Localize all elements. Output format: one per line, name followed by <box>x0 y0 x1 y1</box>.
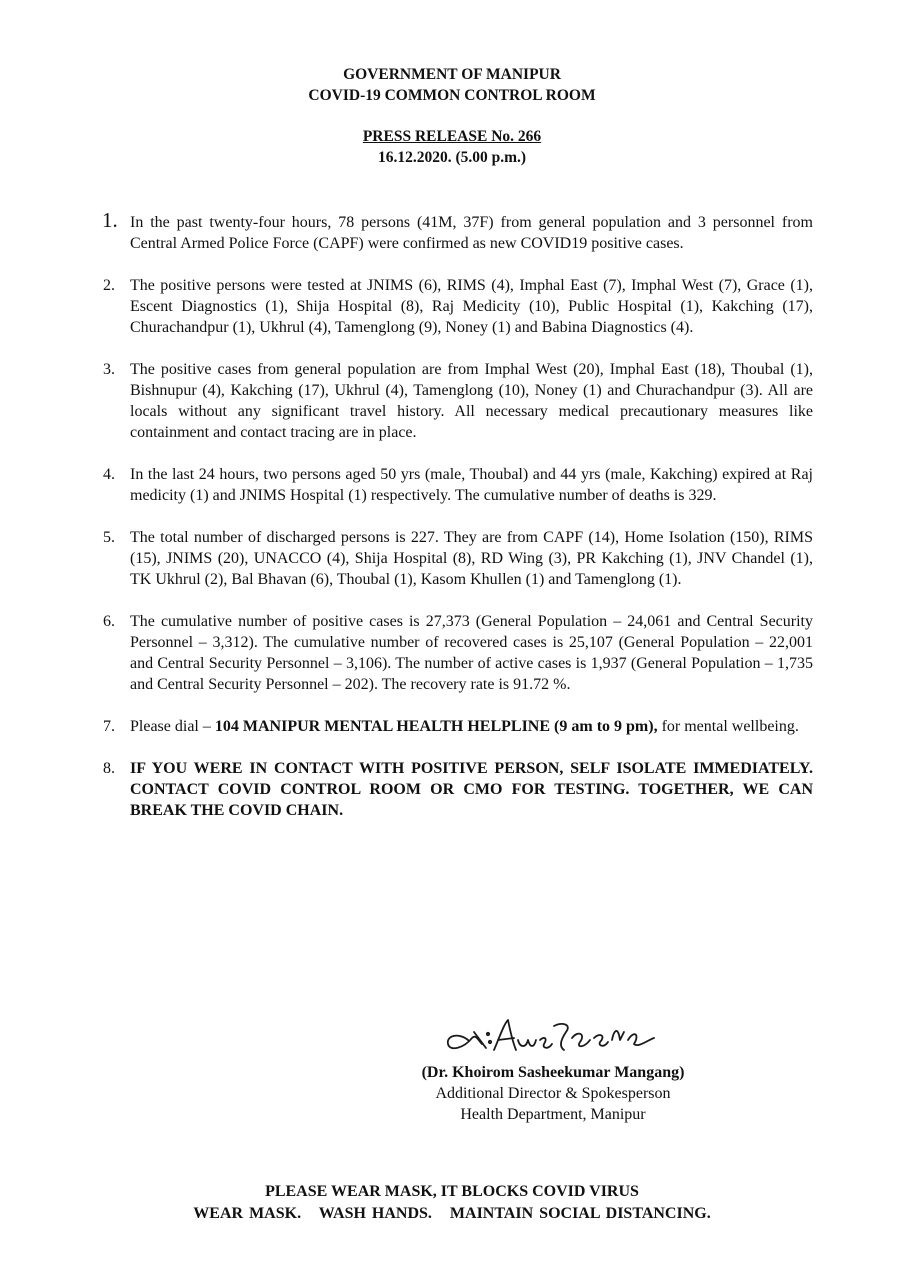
handwritten-signature <box>428 1010 688 1060</box>
item-text: IF YOU WERE IN CONTACT WITH POSITIVE PERSON, SELF ISOLATE IMMEDIATELY. CONTACT COVID CONTROL ROOM OR CMO FOR TESTING. TOGETHER, WE CAN BREAK THE COVID CHAIN. <box>130 760 813 819</box>
press-release-date: 16.12.2020. (5.00 p.m.) <box>377 149 527 166</box>
helpline-number: 104 MANIPUR MENTAL HEALTH HELPLINE (9 am to 9 pm), <box>214 718 658 735</box>
signatory-name: (Dr. Khoirom Sasheekumar Mangang) <box>421 1064 685 1081</box>
signature-icon <box>428 1010 688 1060</box>
helpline-purpose: for mental wellbeing. <box>657 718 799 735</box>
item-text: The total number of discharged persons is 227. They are from CAPF (14), Home Isolation (150), RIMS (15), JNIMS (20), UNACCO (4), Shija Hospital (8), RD Wing (3), PR Kakching (1), JNV Chandel (1), TK Ukhrul (2), Bal Bhavan (6), Thoubal (1), Kasom Khullen (1) and Tamenglong (1). <box>130 529 813 588</box>
item-text: The positive cases from general population are from Imphal West (20), Imphal East (18), Thoubal (1), Bishnupur (4), Kakching (17), Ukhrul (4), Tamenglong (10), Noney (1) and Churachandpur (3). All are locals without any significant travel history. All necessary medical precautionary measures like containment and contact tracing are in place. <box>130 361 813 441</box>
item-number: 8. <box>103 760 115 777</box>
item-number: 1. <box>102 208 118 232</box>
list-item <box>100 758 813 821</box>
item-number: 4. <box>103 466 115 483</box>
helpline-intro: Please dial – <box>130 718 215 735</box>
footer-safety-message: WEAR MASK. WASH HANDS. MAINTAIN SOCIAL DISTANCING. <box>193 1205 711 1222</box>
signatory-department: Health Department, Manipur <box>460 1106 646 1123</box>
item-number: 2. <box>103 277 115 294</box>
item-text: In the last 24 hours, two persons aged 50 yrs (male, Thoubal) and 44 yrs (male, Kakching) expired at Raj medicity (1) and JNIMS Hospital (1) respectively. The cumulative number of deaths is 329. <box>130 466 813 504</box>
item-text: The cumulative number of positive cases is 27,373 (General Population – 24,061 and Central Security Personnel – 3,312). The cumulative number of recovered cases is 25,107 (General Population – 22,001 and Central Security Personnel – 3,106). The number of active cases is 1,937 (General Population – 1,735 and Central Security Personnel – 202). The recovery rate is 91.72 %. <box>130 613 813 693</box>
list-item <box>100 275 813 338</box>
item-text <box>130 718 799 735</box>
item-number: 6. <box>103 613 115 630</box>
document-header <box>0 64 904 168</box>
list-item <box>100 208 813 254</box>
item-number: 3. <box>103 361 115 378</box>
document-footer <box>0 1181 904 1225</box>
list-item <box>100 464 813 506</box>
release-items-list <box>100 208 813 842</box>
item-text: The positive persons were tested at JNIMS (6), RIMS (4), Imphal East (7), Imphal West (7), Grace (1), Escent Diagnostics (1), Shija Hospital (8), Raj Medicity (10), Public Hospital (1), Kakching (17), Churachandpur (1), Ukhrul (4), Tamenglong (9), Noney (1) and Babina Diagnostics (4). <box>130 277 813 336</box>
signature-block <box>388 1010 718 1125</box>
control-room-title: COVID-19 COMMON CONTROL ROOM <box>308 87 596 104</box>
list-item <box>100 359 813 443</box>
item-number: 7. <box>103 718 115 735</box>
item-text: In the past twenty-four hours, 78 persons (41M, 37F) from general population and 3 personnel from Central Armed Police Force (CAPF) were confirmed as new COVID19 positive cases. <box>130 214 813 252</box>
press-release-title: PRESS RELEASE No. 266 <box>362 128 542 145</box>
list-item <box>100 611 813 695</box>
list-item <box>100 716 813 737</box>
item-number: 5. <box>103 529 115 546</box>
list-item <box>100 527 813 590</box>
signatory-designation: Additional Director & Spokesperson <box>435 1085 671 1102</box>
government-title: GOVERNMENT OF MANIPUR <box>343 66 561 83</box>
footer-mask-message: PLEASE WEAR MASK, IT BLOCKS COVID VIRUS <box>265 1183 639 1200</box>
